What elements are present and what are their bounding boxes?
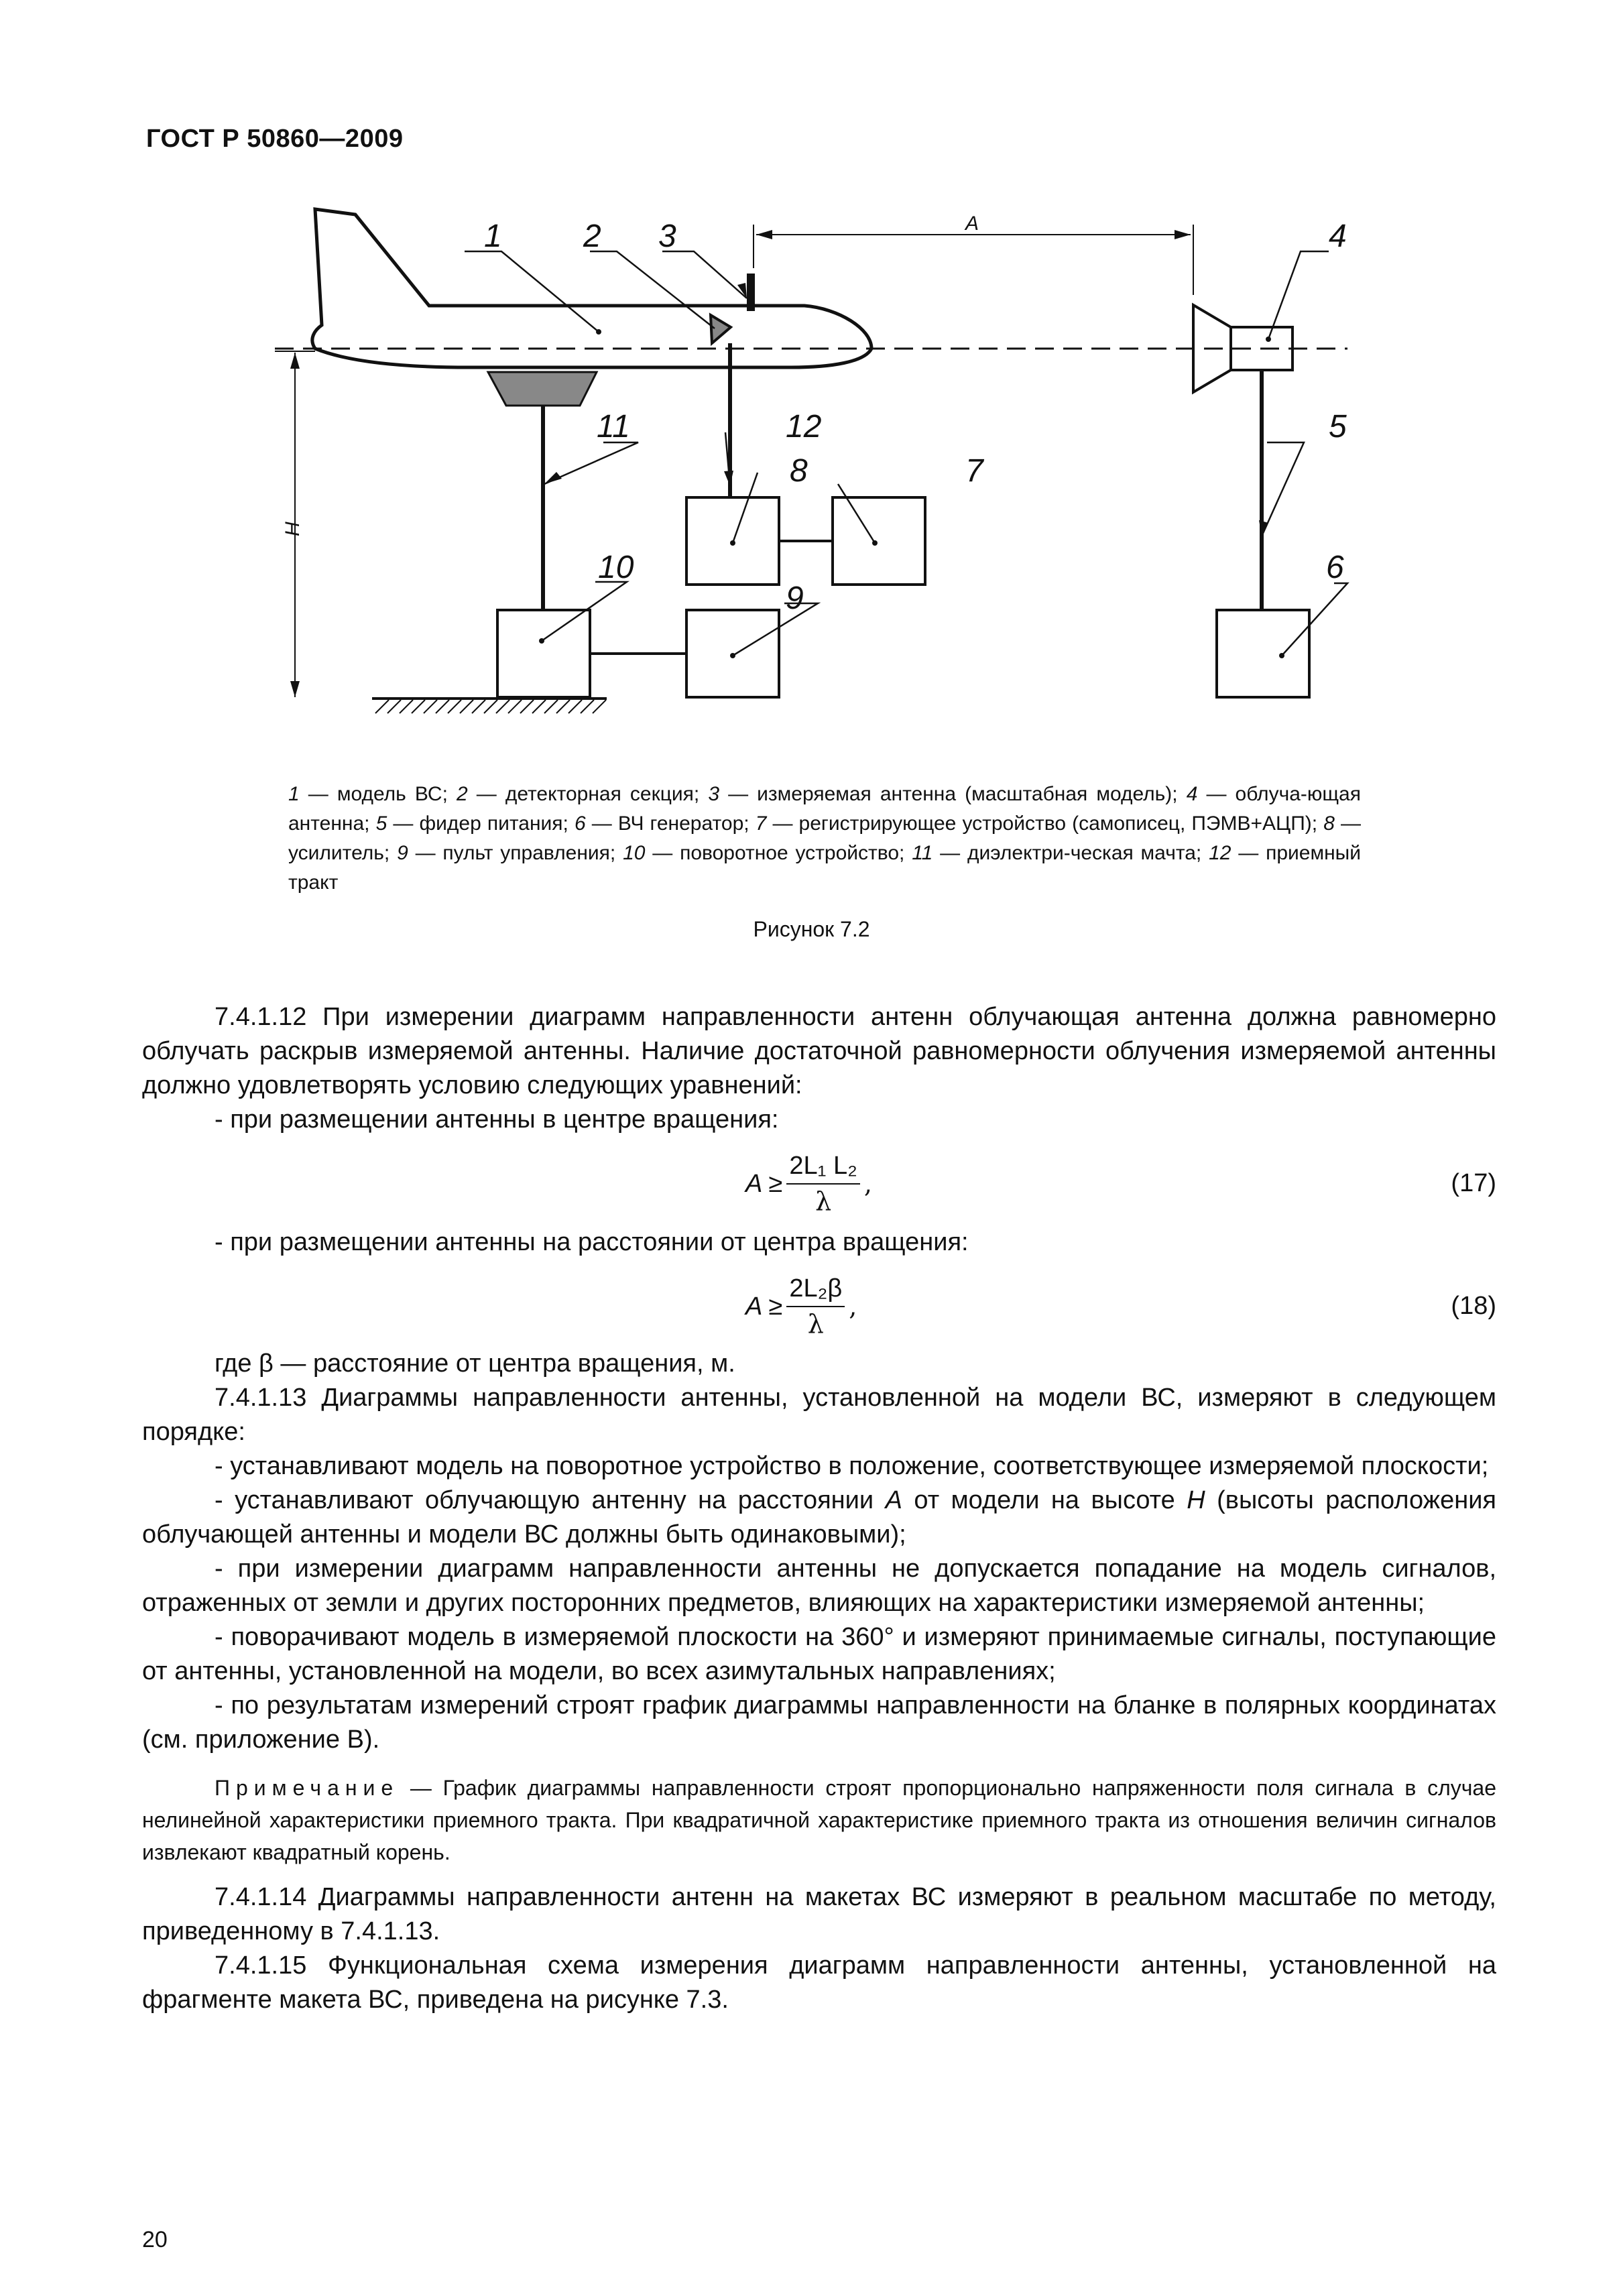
eq18-denominator: λ bbox=[807, 1309, 824, 1339]
figure-caption: Рисунок 7.2 bbox=[753, 917, 870, 941]
label-8: 8 bbox=[790, 453, 808, 489]
label-1: 1 bbox=[484, 219, 502, 254]
label-7: 7 bbox=[965, 453, 983, 489]
eq18-number: (18) bbox=[1451, 1292, 1496, 1320]
note-text: — График диаграммы направленности строят пропорционально напряженности поля сигнала в случае нелинейной характеристики приемного тракта. При квадратичной характеристике приемного тракта из отношения величин сигналов извлекают квадратный корень. bbox=[142, 1776, 1496, 1864]
step-rotate-model: - поворачивают модель в измеряемой плоскости на 360° и измеряют принимаемые сигналы, поступающие от антенны, установленной на модели, во всех азимутальных направлениях; bbox=[142, 1623, 1496, 1685]
eq17-tail: , bbox=[863, 1168, 872, 1199]
paragraph-7-4-1-13: 7.4.1.13 Диаграммы направленности антенны, установленной на модели ВС, измеряют в следующем порядке: bbox=[142, 1384, 1496, 1446]
equation-17 bbox=[142, 1150, 1496, 1217]
label-10: 10 bbox=[598, 550, 634, 585]
rotator-box bbox=[497, 610, 590, 697]
label-6: 6 bbox=[1326, 550, 1344, 585]
hf-generator-box bbox=[1217, 610, 1309, 697]
step-no-reflections: - при измерении диаграмм направленности антенны не допускается попадание на модель сигналов, отраженных от земли и других посторонних предметов, влияющих на характеристики измеряемой антенны; bbox=[142, 1555, 1496, 1617]
eq18-lhs: A ≥ bbox=[745, 1292, 783, 1321]
eq18-numerator: 2L₂β bbox=[786, 1272, 845, 1307]
paragraph-beta-def: где β — расстояние от центра вращения, м. bbox=[215, 1349, 735, 1378]
eq17-number: (17) bbox=[1451, 1169, 1496, 1197]
label-5: 5 bbox=[1329, 409, 1347, 444]
recorder-box bbox=[833, 497, 925, 585]
step-install-model: - устанавливают модель на поворотное устройство в положение, соответствующее измеряемой плоскости; bbox=[215, 1452, 1489, 1480]
label-2: 2 bbox=[583, 219, 601, 254]
ground-hatch bbox=[375, 700, 606, 713]
dimension-a-label: A bbox=[965, 213, 979, 235]
note-label: Примечание bbox=[215, 1776, 400, 1800]
label-3: 3 bbox=[658, 219, 676, 254]
body-text bbox=[142, 1000, 1496, 2017]
eq17-lhs: A ≥ bbox=[745, 1169, 783, 1198]
step-install-antenna: - устанавливают облучающую антенну на расстоянии A от модели на высоте H (высоты расположения облучающей антенны и модели ВС должны быть одинаковыми); bbox=[142, 1486, 1497, 1549]
label-12: 12 bbox=[786, 409, 822, 444]
dimension-h-label: H bbox=[282, 522, 304, 536]
detector-section bbox=[711, 315, 731, 343]
eq17-denominator: λ bbox=[815, 1187, 832, 1216]
paragraph-offset-case: - при размещении антенны на расстоянии от центра вращения: bbox=[215, 1228, 969, 1256]
measured-antenna bbox=[747, 274, 755, 311]
rotator-mount bbox=[488, 372, 597, 406]
paragraph-center-case: - при размещении антенны в центре вращения: bbox=[215, 1105, 779, 1134]
figure-legend: 1 — модель ВС; 2 — детекторная секция; 3 — измеряемая антенна (масштабная модель); 4 — облуча-ющая антенна; 5 — фидер питания; 6 — ВЧ генератор; 7 — регистрирующее устройство (самописец, ПЭМВ+АЦП); 8 — усилитель; 9 — пульт управления; 10 — поворотное устройство; 11 — диэлектри-ческая мачта; 12 — приемный тракт bbox=[288, 783, 1361, 894]
standard-header: ГОСТ Р 50860—2009 bbox=[146, 125, 404, 153]
label-11: 11 bbox=[597, 409, 630, 444]
page-number: 20 bbox=[142, 2227, 168, 2252]
equation-18 bbox=[142, 1273, 1496, 1340]
note bbox=[142, 1772, 1496, 1868]
eq17-numerator: 2L₁ L₂ bbox=[786, 1149, 860, 1185]
eq18-tail: , bbox=[849, 1291, 857, 1321]
label-4: 4 bbox=[1329, 219, 1347, 254]
figure-7-2-diagram bbox=[255, 194, 1394, 731]
label-9: 9 bbox=[786, 581, 804, 616]
step-build-graph: - по результатам измерений строят график диаграммы направленности на бланке в полярных координатах (см. приложение В). bbox=[142, 1691, 1496, 1754]
paragraph-7-4-1-15: 7.4.1.15 Функциональная схема измерения диаграмм направленности антенны, установленной на фрагменте макета ВС, приведена на рисунке 7.3. bbox=[142, 1951, 1496, 2014]
paragraph-7-4-1-12: 7.4.1.12 При измерении диаграмм направленности антенн облучающая антенна должна равномерно облучать раскрыв измеряемой антенны. Наличие достаточной равномерности облучения измеряемой антенны должно удовлетворять условию следующих уравнений: bbox=[142, 1003, 1496, 1099]
paragraph-7-4-1-14: 7.4.1.14 Диаграммы направленности антенн на макетах ВС измеряют в реальном масштабе по методу, приведенному в 7.4.1.13. bbox=[142, 1883, 1496, 1945]
